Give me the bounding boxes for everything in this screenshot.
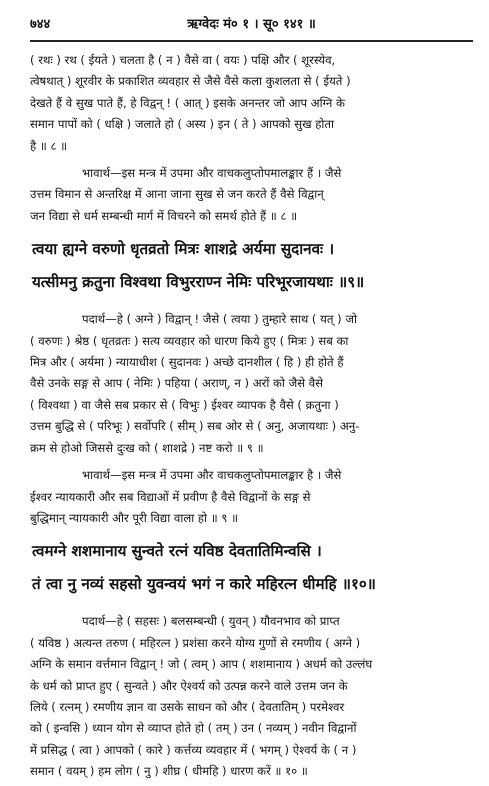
- padartha-line: पदार्थ—हे ( अग्ने ) विद्वान् ! जैसे ( त्वया ) तुम्हारे साथ ( यत् ) जो: [82, 312, 357, 327]
- padartha-line: ( विश्वथा ) वा जैसे सब प्रकार से ( विभुः ) ईश्वर व्यापक है वैसे ( क्रतुना ): [30, 397, 339, 412]
- verse-line: तं त्वा नु नव्यं सहसो युवन्वयं भगं न कारे महिरत्न धीमहि ॥१०॥: [32, 575, 376, 594]
- padartha-line: में प्रसिद्ध ( त्वा ) आपको ( कारे ) कर्त्तव्य व्यवहार में ( भगम् ) ऐश्वर्य के ( न ): [30, 742, 357, 757]
- padartha-line: ( वरुणः ) श्रेष्ठ ( धृतव्रतः ) सत्य व्यवहार को धारण किये हुए ( मित्रः ) सब का: [30, 333, 349, 348]
- padartha-line: समान ( वयम् ) हम लोग ( नु ) शीघ्र ( धीमहि ) धारण करें ॥ १० ॥: [30, 764, 308, 779]
- bhavartha-line: ईश्वर न्यायकारी और सब विद्याओं में प्रवीण है वैसे विद्वानों के सङ्ग से: [30, 489, 311, 504]
- padartha-line: क्रम से होओ जिससे दुःख को ( शाशद्रे ) नष्ट करो ॥ ९ ॥: [30, 440, 264, 455]
- page-number: ७४४: [30, 17, 51, 32]
- prose-line: देखते हैं वे सुख पाते हैं, हे विद्वन् ! ( आत् ) इसके अनन्तर जो आप अग्नि के: [30, 95, 345, 110]
- bhavartha-line: बुद्धिमान् न्यायकारी और पूरी विद्या वाला हो ॥ ९ ॥: [30, 510, 239, 525]
- verse-line: त्वमग्ने शशमानाय सुन्वते रत्नं यविष्ठ देवतातिमिन्वसि ।: [32, 542, 322, 561]
- verse-line: त्वया ह्यग्ने वरुणो धृतव्रतो मित्रः शाशद्रे अर्यमा सुदानवः ।: [32, 240, 335, 259]
- prose-line: समान पापों को ( धक्षि ) जलाते हो ( अस्य ) इन ( ते ) आपको सुख होता: [30, 117, 335, 132]
- padartha-line: के धर्म को प्राप्त हुए ( सुन्वते ) और ऐश्वर्य को उत्पन्न करने वाले उत्तम जन के: [30, 678, 348, 693]
- bhavartha-line: भावार्थ—इस मन्त्र में उपमा और वाचकलुप्तोपमालङ्कार हैं । जैसे: [82, 166, 342, 181]
- prose-line: त्वेषथात् ) शूरवीर के प्रकाशित व्यवहार से जैसे वैसे कला कुशलता से ( ईयते ): [30, 74, 351, 89]
- padartha-line: अग्नि के समान वर्त्तमान विद्वान् ! जो ( त्वम् ) आप ( शशमानाय ) अधर्म को उल्लंघ: [30, 657, 373, 672]
- verse-line: यत्सीमनु क्रतुना विश्वथा विभुरराण्न नेमिः परिभूरजायथाः ॥९॥: [32, 273, 365, 292]
- page-header: [30, 10, 473, 42]
- padartha-line: लिये ( रत्नम् ) रमणीय ज्ञान वा उसके साधन को और ( देवतातिम् ) परमेश्वर: [30, 699, 345, 714]
- bhavartha-line: भावार्थ—इस मन्त्र में उपमा और वाचकलुप्तोपमालङ्कार है । जैसे: [82, 468, 342, 483]
- padartha-line: को ( इन्वसि ) ध्यान योग से व्याप्त होते हो ( तम् ) उन ( नव्यम् ) नवीन विद्वानों: [30, 721, 357, 736]
- running-title: ऋग्वेदः मं० १ । सू० १४१ ॥: [187, 17, 316, 32]
- padartha-line: पदार्थ—हे ( सहसः ) बलसम्बन्धी ( युवन् ) यौवनभाव को प्राप्त: [82, 614, 340, 629]
- prose-line: है ॥ ८ ॥: [30, 138, 68, 153]
- page-body: [30, 50, 473, 783]
- padartha-line: वैसे उनके सङ्ग से आप ( नेमिः ) पहिया ( अराण्, न ) अरों को जैसे वैसे: [30, 376, 324, 391]
- padartha-line: उत्तम बुद्धि से ( परिभूः ) सर्वोपरि ( सीम् ) सब ओर से ( अनु, अजायथाः ) अनु-: [30, 419, 360, 434]
- padartha-line: मित्र और ( अर्यमा ) न्यायाधीश ( सुदानवः ) अच्छे दानशील ( हि ) ही होते हैं: [30, 355, 344, 370]
- bhavartha-line: जन विद्या से धर्म सम्बन्धी मार्ग में विचरने को समर्थ होते हैं ॥ ८ ॥: [30, 208, 298, 223]
- padartha-line: ( यविष्ठ ) अत्यन्त तरुण ( महिरत्न ) प्रशंसा करने योग्य गुणों से रमणीय ( अग्ने ): [30, 635, 361, 650]
- prose-line: ( रथः ) रथ ( ईयते ) चलता है ( न ) वैसे वा ( वयः ) पक्षि और ( शूरस्येव,: [30, 53, 336, 67]
- bhavartha-line: उत्तम विमान से अन्तरिक्ष में आना जाना सुख से जन करते हैं वैसे विद्वान्: [30, 187, 324, 202]
